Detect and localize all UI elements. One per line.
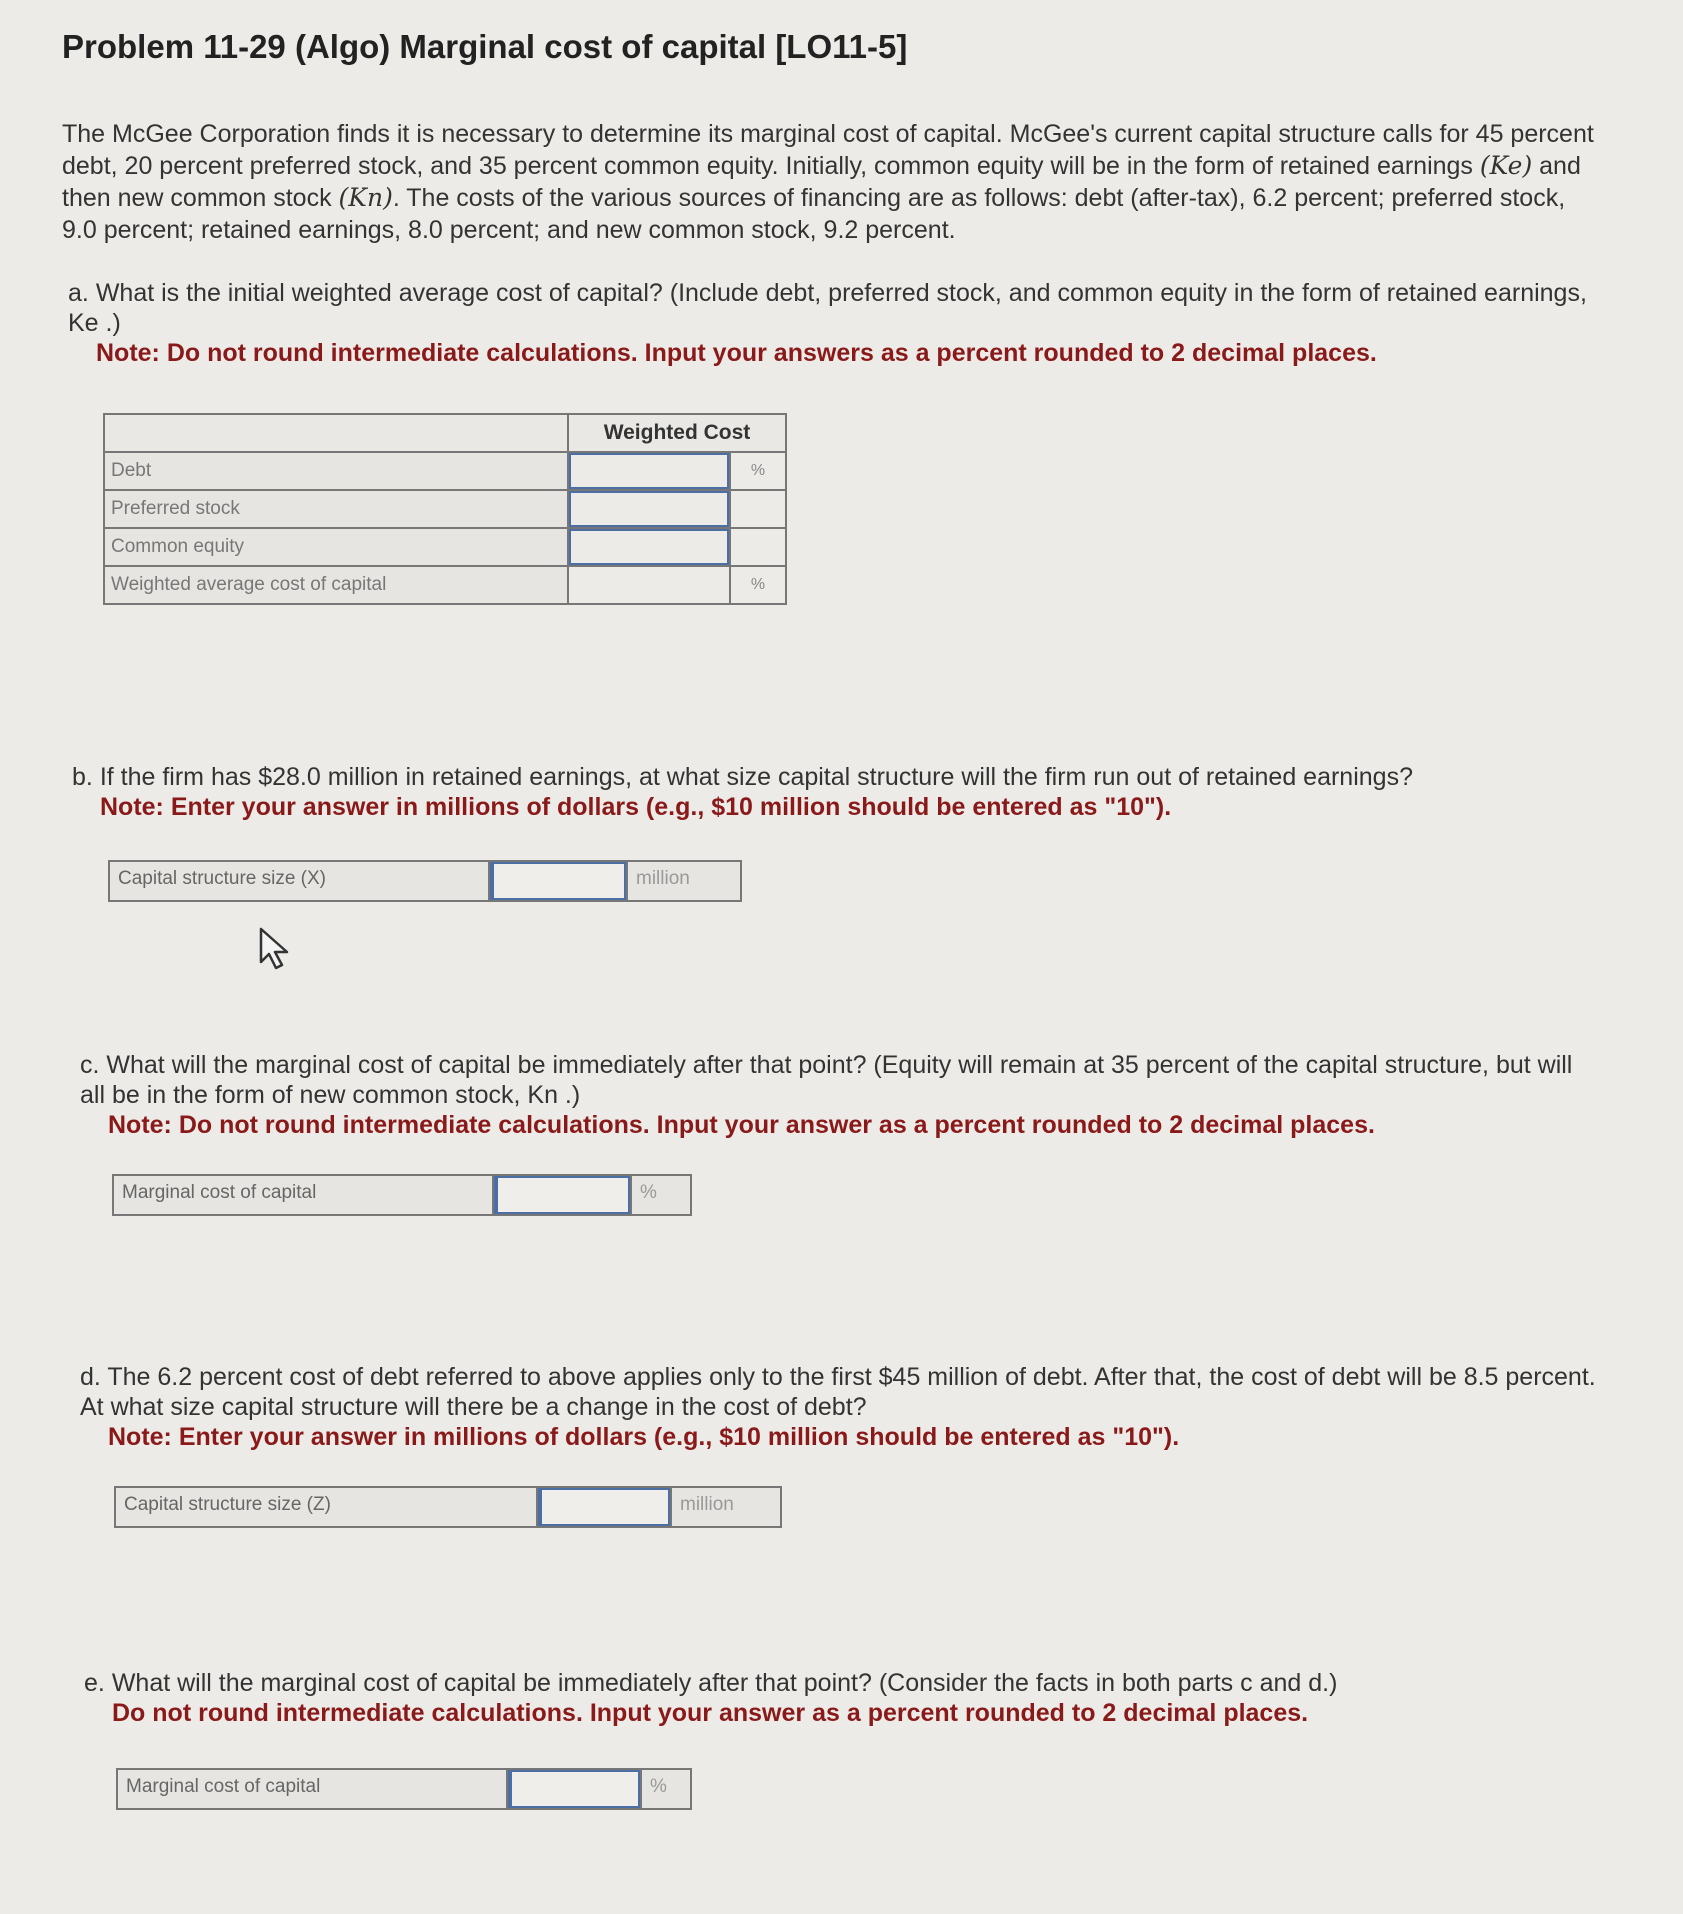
answer-row-d [114,1486,782,1528]
question-d-note: Note: Enter your answer in millions of dollars (e.g., $10 million should be entered as "10"). [108,1423,1180,1451]
debt-weighted-cost-input[interactable] [568,452,730,490]
answer-row-c [112,1174,692,1216]
question-e [84,1668,1584,1728]
common-equity-weighted-cost-input[interactable] [568,528,730,566]
problem-intro [62,118,1602,246]
question-c [80,1050,1600,1140]
question-a-text: What is the initial weighted average cost of capital? (Include debt, preferred stock, and common equity in the form of retained earnings, Ke .) [68,279,1587,337]
table-row [104,452,786,490]
mouse-pointer-icon [258,926,292,972]
question-c-text: What will the marginal cost of capital be immediately after that point? (Equity will remain at 35 percent of the capital structure, but will all be in the form of new common stock, Kn .) [80,1051,1573,1109]
question-e-label: e. [84,1669,105,1697]
capital-structure-z-label: Capital structure size (Z) [116,1488,538,1526]
preferred-stock-unit [730,490,786,528]
kn-symbol: (Kn) [338,183,393,212]
question-c-note: Note: Do not round intermediate calculations. Input your answer as a percent rounded to 2 decimal places. [108,1111,1375,1139]
table-row [104,490,786,528]
marginal-cost-c-label: Marginal cost of capital [114,1176,494,1214]
preferred-stock-label: Preferred stock [104,490,568,528]
question-a-label: a. [68,279,89,307]
question-d-text: The 6.2 percent cost of debt referred to above applies only to the first $45 million of debt. After that, the cost of debt will be 8.5 percent. At what size capital structure will there be a change in the cost of debt? [80,1363,1596,1421]
ke-symbol: (Ke) [1479,151,1533,180]
intro-text-2: and then new common stock [62,152,1581,212]
question-e-text: What will the marginal cost of capital be immediately after that point? (Consider the facts in both parts c and d.) [111,1669,1338,1697]
capital-structure-z-unit: million [670,1488,742,1526]
capital-structure-x-label: Capital structure size (X) [110,862,490,900]
weighted-cost-header: Weighted Cost [568,414,786,452]
question-b-text: If the firm has $28.0 million in retained earnings, at what size capital structure will the firm run out of retained earnings? [99,763,1413,791]
intro-text-1: The McGee Corporation finds it is necessary to determine its marginal cost of capital. McGee's current capital structure calls for 45 percent debt, 20 percent preferred stock, and 35 percent common equity. Initially, common equity will be in the form of retained earnings [62,120,1594,180]
wacc-value-cell [568,566,730,604]
answer-row-e [116,1768,692,1810]
answer-row-b [108,860,742,902]
question-b-note: Note: Enter your answer in millions of dollars (e.g., $10 million should be entered as "10"). [100,793,1172,821]
marginal-cost-e-input[interactable] [508,1770,640,1808]
marginal-cost-c-unit: % [630,1176,665,1214]
marginal-cost-e-label: Marginal cost of capital [118,1770,508,1808]
wacc-table [103,413,787,605]
question-c-label: c. [80,1051,100,1079]
table-row [104,566,786,604]
page-title: Problem 11-29 (Algo) Marginal cost of capital [LO11-5] [62,28,908,65]
intro-text-3: . The costs of the various sources of financing are as follows: debt (after-tax), 6.2 percent; preferred stock, 9.0 percent; retained earnings, 8.0 percent; and new common stock, 9.2 percent. [62,184,1566,244]
marginal-cost-e-unit: % [640,1770,675,1808]
question-d [80,1362,1600,1452]
question-b-label: b. [72,763,93,791]
wacc-table-header-row [104,414,786,452]
debt-label: Debt [104,452,568,490]
wacc-label: Weighted average cost of capital [104,566,568,604]
wacc-unit: % [730,566,786,604]
capital-structure-x-input[interactable] [490,862,626,900]
debt-unit: % [730,452,786,490]
question-d-label: d. [80,1363,101,1391]
question-b [72,762,1592,822]
marginal-cost-c-input[interactable] [494,1176,630,1214]
common-equity-unit [730,528,786,566]
question-e-note: Do not round intermediate calculations. Input your answer as a percent rounded to 2 decimal places. [112,1699,1309,1727]
table-row [104,528,786,566]
capital-structure-x-unit: million [626,862,698,900]
question-a-note: Note: Do not round intermediate calculations. Input your answers as a percent rounded to 2 decimal places. [96,339,1377,367]
question-a [68,278,1588,368]
preferred-stock-weighted-cost-input[interactable] [568,490,730,528]
capital-structure-z-input[interactable] [538,1488,670,1526]
wacc-table-corner [104,414,568,452]
common-equity-label: Common equity [104,528,568,566]
